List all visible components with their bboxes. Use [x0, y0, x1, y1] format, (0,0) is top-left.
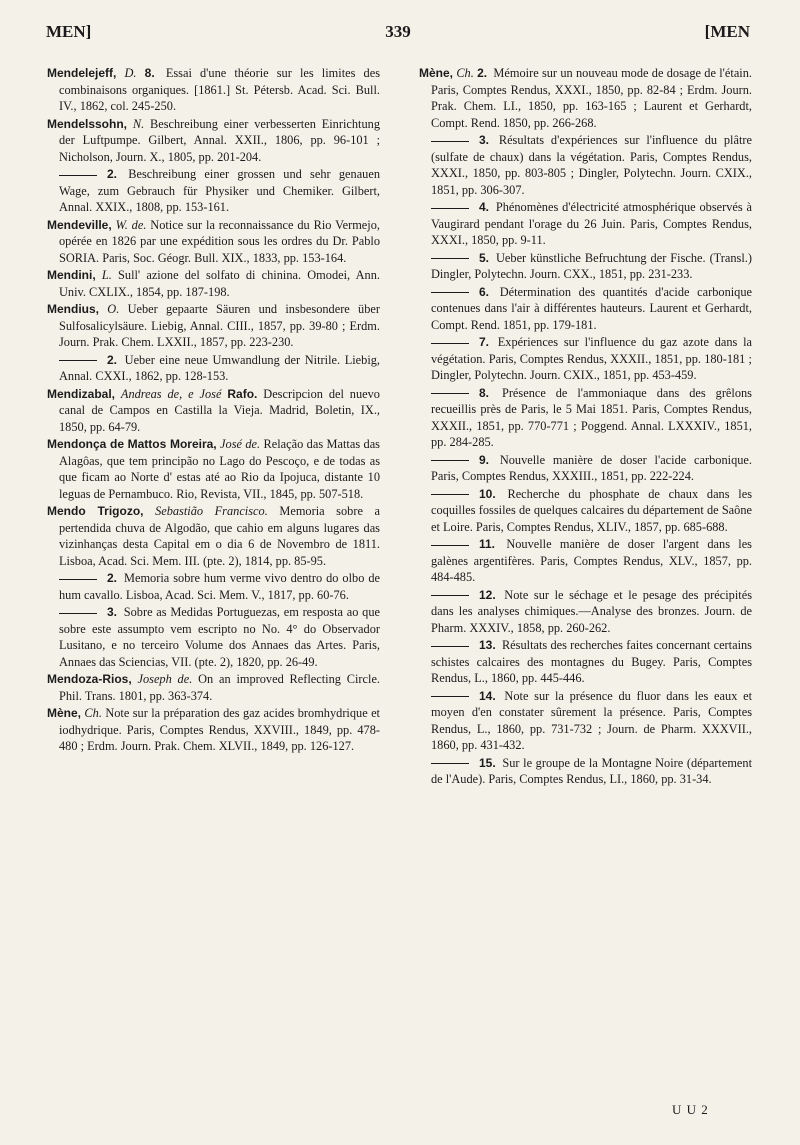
bibliography-subentry	[47, 570, 380, 603]
entry-text: Beschreibung einer verbesserten Einrichtung der Luftpumpe. Gilbert, Annal. XXII., 1806, pp. 96-101 ; Nicholson, Journ. X., 1805, pp. 201-204.	[59, 116, 380, 164]
entry-text: Sobre as Medidas Portuguezas, em resposta ao que sobre este assumpto vem escripto no No. 4° do Observador Lusitano, e no terceiro Volume dos Annaes das Artes. Paris, Annaes das Sciencias, VII. (pte. 2), 1820, pp. 26-49.	[59, 605, 380, 669]
author-surname: Mène,	[419, 66, 454, 80]
ditto-dash	[59, 579, 97, 580]
page-header	[46, 22, 750, 46]
entry-number: 4.	[479, 200, 490, 214]
entry-number: 5.	[479, 250, 490, 265]
entry-text: Sull' azione del solfato di chinina. Omodei, Ann. Univ. CXLIX., 1854, pp. 187-198.	[59, 268, 380, 299]
entry-text: Beschreibung einer grossen und sehr genauen Wage, zum Gebrauch für Physiker und Chemiker. Gilbert, Annal. XXIX., 1808, pp. 153-161.	[59, 167, 381, 214]
author-forename: Sebastião Francisco.	[155, 504, 268, 518]
author-forename: L.	[101, 268, 112, 282]
bibliography-entry	[47, 301, 380, 351]
entry-number: 10.	[479, 486, 496, 501]
entry-text: Memoria sobre a pertendida chuva de Algodão, que cahio em alguns lugares das vizinhanças desta Capital em o dia 6 de Novembro de 1811. Lisboa, Acad. Sci. Mem. III. (pte. 2), 1814, pp. 85-95.	[59, 504, 380, 568]
ditto-dash	[431, 258, 469, 259]
entry-text: Phénomènes d'électricité atmosphérique observés à Vaugirard pendant l'orage du 26 Juin. Paris, Comptes Rendus, XXXI., 1850, pp. 9-11.	[431, 200, 752, 247]
author-surname: Mendius,	[47, 302, 100, 316]
entry-text: Résultats d'expériences sur l'influence du plâtre (sulfate de chaux) dans la végétation. Paris, Comptes Rendus, XXXI., 1850, pp. 803-805 ; Dingler, Polytechn. Journ. CXIX., 1851, pp. 306-307.	[431, 133, 752, 197]
entry-number: 7.	[479, 335, 490, 349]
author-forename: Ch.	[84, 706, 102, 720]
author-forename: O.	[107, 302, 120, 316]
bibliography-entry	[47, 705, 380, 755]
entry-number: 15.	[479, 755, 496, 770]
bibliography-subentry	[419, 385, 752, 451]
entry-number: 14.	[479, 688, 496, 703]
entry-text: Sur le groupe de la Montagne Noire (département de l'Aude). Paris, Comptes Rendus, LI., 1860, pp. 31-34.	[431, 755, 753, 786]
entry-text: Présence de l'ammoniaque dans des grêlons recueillis près de Paris, le 5 Mai 1851. Paris, Comptes Rendus, XXXII., 1851, pp. 770-771 ; Poggend. Annal. LXXXIV., 1851, pp. 284-285.	[431, 385, 752, 449]
bibliography-entry	[419, 65, 752, 131]
entry-text: Nouvelle manière de doser l'argent dans les galènes argentifères. Paris, Comptes Rendus, XLV., 1857, pp. 484-485.	[431, 537, 752, 584]
bibliography-subentry	[419, 486, 752, 536]
ditto-dash	[59, 613, 97, 614]
bibliography-subentry	[419, 334, 752, 384]
entry-text: On an improved Reflecting Circle. Phil. Trans. 1801, pp. 363-374.	[59, 672, 381, 703]
bibliography-entry	[47, 386, 380, 436]
signature-mark: U U 2	[672, 1102, 709, 1117]
ditto-dash	[431, 545, 469, 546]
entry-text: Ueber eine neue Umwandlung der Nitrile. Liebig, Annal. CXXI., 1862, pp. 128-153.	[59, 352, 381, 383]
ditto-dash	[431, 141, 469, 142]
ditto-dash	[431, 460, 469, 461]
entry-number: 13.	[479, 638, 496, 652]
ditto-dash	[431, 292, 469, 293]
author-forename: D.	[124, 66, 137, 80]
bibliography-entry	[47, 65, 380, 115]
entry-text: Notice sur la reconnaissance du Rio Vermejo, opérée en 1826 par une expédition sous les ordres du Dr. Pablo SORIA. Paris, Soc. Géogr. Bull. XIX., 1833, pp. 153-164.	[59, 217, 380, 265]
right-column	[419, 65, 752, 789]
author-surname: Mène,	[47, 706, 82, 720]
author-forename: N.	[132, 116, 145, 131]
ditto-dash	[431, 393, 469, 394]
author-surname: Mendelejeff,	[47, 66, 117, 80]
entry-text: Essai d'une théorie sur les limites des combinaisons organiques. [1861.] St. Pétersb. Acad. Sci. Bull. IV., 1862, col. 245-250.	[59, 66, 380, 113]
author-surname: Mendelssohn,	[47, 116, 128, 131]
entry-text: Expériences sur l'influence du gaz azote dans la végétation. Paris, Comptes Rendus, XXXII., 1851, pp. 180-181 ; Dingler, Polytechn. Journ. CXIX., 1851, pp. 453-459.	[431, 335, 752, 382]
entry-number: 2.	[477, 66, 488, 80]
entry-number: 6.	[479, 284, 490, 299]
bibliography-subentry	[47, 166, 380, 216]
bibliography-entry	[47, 267, 380, 300]
ditto-dash	[431, 763, 469, 764]
entry-number: 3.	[107, 605, 118, 619]
bibliography-subentry	[47, 604, 380, 670]
bibliography-subentry	[419, 637, 752, 687]
author-surname: Mendini,	[47, 268, 96, 282]
bibliography-subentry	[419, 536, 752, 586]
ditto-dash	[431, 208, 469, 209]
bibliography-subentry	[419, 199, 752, 249]
ditto-dash	[431, 595, 469, 596]
ditto-dash	[431, 494, 469, 495]
entry-text: Note sur le séchage et le pesage des précipités dans les analyses chimiques.—Analyse des bronzes. Journ. de Pharm. XXXIV., 1858, pp. 260-262.	[431, 587, 752, 635]
header-range-left: MEN]	[46, 22, 92, 41]
bibliography-subentry	[419, 284, 752, 334]
author-forename: Joseph de.	[137, 672, 193, 686]
author-surname: Mendo Trigozo,	[47, 504, 144, 518]
entry-text: Recherche du phosphate de chaux dans les coquilles fossiles de quelques calcaires du département de Saône et Loire. Paris, Comptes Rendus, XLIV., 1857, pp. 685-688.	[431, 486, 753, 534]
ditto-dash	[431, 646, 469, 647]
author-forename: Ch.	[456, 66, 474, 80]
entry-number: 2.	[107, 571, 118, 585]
entry-text: Descripcion del nuevo canal de Campos en Castilla la Vieja. Madrid, Boletin, IX., 1850, pp. 64-79.	[59, 386, 380, 434]
bibliography-subentry	[419, 755, 752, 788]
bibliography-subentry	[419, 132, 752, 198]
bibliography-entry	[47, 217, 380, 267]
author-surname: Mendoza-Rios,	[47, 672, 132, 686]
ditto-dash	[59, 360, 97, 361]
author-forename: Andreas de, e José	[120, 386, 222, 401]
author-forename: José de.	[220, 437, 261, 451]
header-range-right: [MEN	[704, 22, 750, 41]
entry-text: Détermination des quantités d'acide carbonique contenues dans l'air à différentes hauteurs. Laurent et Gerhardt, Compt. Rend. 1851, pp. 179-181.	[431, 284, 752, 332]
author-surname: Mendizabal,	[47, 386, 116, 401]
ditto-dash	[431, 343, 469, 344]
entry-text: Ueber künstliche Befruchtung der Fische. (Transl.) Dingler, Polytechn. Journ. CXX., 1851, pp. 231-233.	[431, 250, 752, 281]
bibliography-entry	[47, 116, 380, 166]
ditto-dash	[431, 696, 469, 697]
entry-number: 12.	[479, 587, 496, 602]
entry-number: 8.	[479, 385, 490, 400]
entry-number: 2.	[107, 352, 118, 367]
entry-text: Ueber gepaarte Säuren und insbesondere über Sulfosalicylsäure. Liebig, Annal. CIII., 1857, pp. 39-80 ; Erdm. Journ. Prak. Chem. LXXII., 1857, pp. 223-230.	[59, 302, 380, 349]
entry-number: 11.	[479, 537, 496, 551]
bibliography-subentry	[47, 352, 380, 385]
entry-text: Nouvelle manière de doser l'acide carbonique. Paris, Comptes Rendus, XXXIII., 1851, pp. 222-224.	[431, 452, 752, 483]
bibliography-subentry	[419, 587, 752, 637]
left-column	[47, 65, 380, 756]
bibliography-entry	[47, 436, 380, 502]
entry-number: 8.	[144, 66, 155, 80]
page-number: 339	[385, 22, 411, 41]
bibliography-subentry	[419, 452, 752, 485]
entry-number: 3.	[479, 133, 490, 147]
bibliography-entry	[47, 503, 380, 569]
coauthor-surname: Rafo.	[227, 386, 258, 401]
entry-text: Memoria sobre hum verme vivo dentro do olbo de hum cavallo. Lisboa, Acad. Sci. Mem. V., 1817, pp. 60-76.	[59, 571, 380, 602]
bibliography-subentry	[419, 688, 752, 754]
entry-text: Note sur la présence du fluor dans les eaux et moyen d'en constater sûrement la présence. Paris, Comptes Rendus, L., 1860, pp. 731-732 ; Journ. de Pharm. XXXVII., 1860, pp. 431-432.	[431, 688, 752, 752]
entry-text: Résultats des recherches faites concernant certains schistes calcaires des montagnes du Bugey. Paris, Comptes Rendus, L., 1860, pp. 445-446.	[431, 638, 752, 685]
author-surname: Mendonça de Mattos Moreira,	[47, 437, 217, 451]
entry-number: 9.	[479, 452, 490, 467]
author-surname: Mendeville,	[47, 217, 112, 232]
entry-text: Note sur la préparation des gaz acides bromhydrique et iodhydrique. Paris, Comptes Rendus, XXVIII., 1849, pp. 478-480 ; Erdm. Journ. Prak. Chem. XLVII., 1849, pp. 126-127.	[59, 706, 380, 753]
author-forename: W. de.	[115, 217, 147, 232]
entry-text: Relação das Mattas das Alagôas, que tem principão no Lago do Pescoço, e de todas as que ficam ao Norte d' estas até ao Rio da Ipojuca, distante 10 leguas de Pernambuco. Rio, Revista, VII., 1845, pp. 507-518.	[59, 437, 380, 501]
bibliography-subentry	[419, 250, 752, 283]
entry-number: 2.	[107, 167, 118, 181]
entry-text: Mémoire sur un nouveau mode de dosage de l'étain. Paris, Comptes Rendus, XXXI., 1850, pp. 82-84 ; Erdm. Journ. Prak. Chem. LI., 1850, pp. 163-165 ; Laurent et Gerhardt, Compt. Rend. 1850, pp. 266-268.	[431, 66, 752, 130]
bibliography-entry	[47, 671, 380, 704]
ditto-dash	[59, 175, 97, 176]
